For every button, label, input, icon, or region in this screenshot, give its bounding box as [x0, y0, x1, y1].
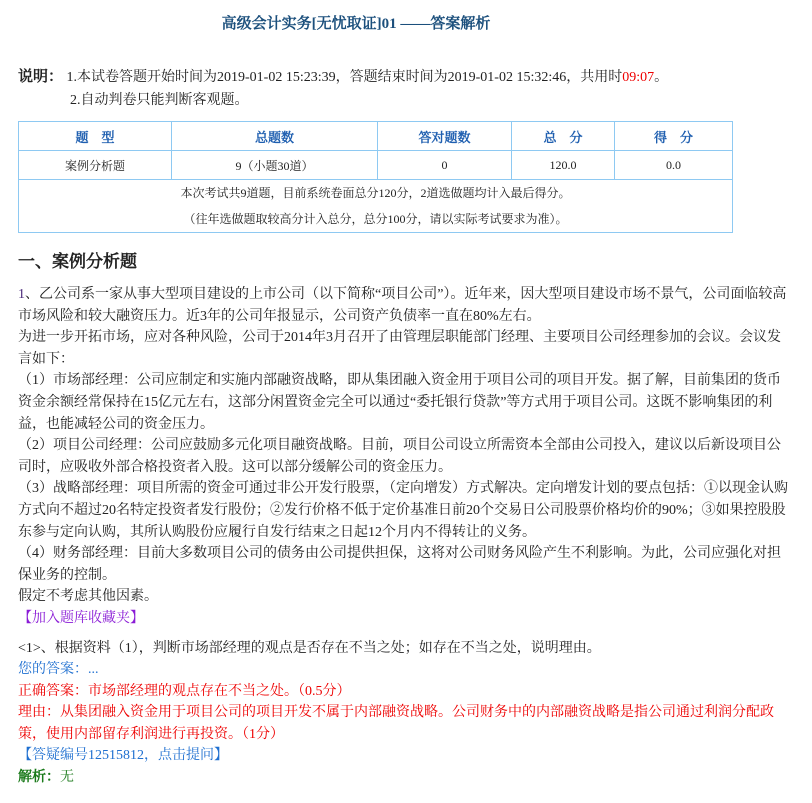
question-paragraph: （4）财务部经理：目前大多数项目公司的债务由公司提供担保，这将对公司财务风险产生不利影响。为此，公司应强化对担保业务的控制。: [18, 546, 781, 583]
col-correct: 答对题数: [378, 122, 512, 151]
col-score: 得 分: [615, 122, 733, 151]
col-total-questions: 总题数: [172, 122, 378, 151]
question-paragraph: 假定不考虑其他因素。: [18, 589, 158, 605]
footer-note-1: 本次考试共9道题，目前系统卷面总分120分，2道选做题均计入最后得分。: [180, 186, 571, 200]
question-number: 1: [18, 287, 25, 302]
cell-total-questions: 9（小题30道）: [172, 151, 378, 180]
question-paragraph: 为进一步开拓市场，应对各种风险，公司于2014年3月召开了由管理层职能部门经理、主要项目公司经理参加的会议。会议发言如下：: [18, 330, 781, 367]
footer-note-2: （往年选做题取较高分计入总分，总分100分，请以实际考试要求为准）。: [183, 212, 568, 226]
table-footer-row: [19, 180, 733, 233]
your-answer-label: 您的答案：: [18, 662, 88, 678]
question-paragraph: 、乙公司系一家从事大型项目建设的上市公司（以下简称“项目公司”）。近年来，因大型项目建设市场不景气，公司面临较高市场风险和较大融资压力。近3年的公司年报显示，公司资产负债率一直在80%左右。: [18, 287, 787, 324]
notes-line-2: 2.自动判卷只能判断客观题。: [70, 93, 249, 108]
question-body: [18, 284, 790, 789]
question-paragraph: （1）市场部经理：公司应制定和实施内部融资战略，即从集团融入资金用于项目公司的项目开发。据了解，目前集团的货币资金余额经常保持在15亿元左右，这部分闲置资金完全可以通过“委托银行贷款”等方式用于项目公司。这既不影响集团的利益，也能减轻公司的资金压力。: [18, 373, 781, 432]
duration: 09:07: [622, 70, 655, 85]
cell-type: 案例分析题: [19, 151, 172, 180]
notes-line-1-end: 。: [654, 70, 669, 85]
your-answer: ...: [88, 662, 99, 678]
notes-label: 说明：: [18, 69, 64, 85]
cell-total-score: 120.0: [512, 151, 615, 180]
correct-answer: 正确答案：市场部经理的观点存在不当之处。（0.5分）: [18, 683, 351, 699]
cell-correct: 0: [378, 151, 512, 180]
question-paragraph: （2）项目公司经理：公司应鼓励多元化项目融资战略。目前，项目公司设立所需资本全部由公司投入，建议以后新设项目公司时，应吸收外部合格投资者入股。这可以部分缓解公司的资金压力。: [18, 438, 781, 475]
col-total-score: 总 分: [512, 122, 615, 151]
analysis-label: 解析：: [18, 770, 60, 786]
notes-line-1: 1.本试卷答题开始时间为2019-01-02 15:23:39，答题结束时间为2019-01-02 15:32:46，共用时: [66, 70, 623, 85]
add-to-favorites-link[interactable]: 【加入题库收藏夹】: [18, 610, 144, 626]
col-type: 题 型: [19, 122, 172, 151]
score-summary-table: [18, 121, 733, 233]
ask-question-link[interactable]: 【答疑编号12515812，点击提问】: [18, 748, 228, 764]
cell-score: 0.0: [615, 151, 733, 180]
answer-reason: 理由：从集团融入资金用于项目公司的项目开发不属于内部融资战略。公司财务中的内部融资战略是指公司通过利润分配政策，使用内部留存利润进行再投资。（1分）: [18, 705, 774, 742]
question-paragraph: （3）战略部经理：项目所需的资金可通过非公开发行股票，（定向增发）方式解决。定向增发计划的要点包括：①以现金认购方式向不超过20名特定投资者发行股份；②发行价格不低于定价基准日前20个交易日公司股票价格均价的90%；③如果控股股东参与定向认购，其所认购股份应履行自发行结束之日起12个月内不得转让的义务。: [18, 481, 788, 540]
table-row: [19, 151, 733, 180]
analysis-text: 无: [60, 770, 74, 786]
section-title: 一、案例分析题: [18, 252, 137, 271]
subquestion-text: <1>、根据资料（1），判断市场部经理的观点是否存在不当之处；如存在不当之处，说明理由。: [18, 640, 601, 656]
table-header-row: [19, 122, 733, 151]
page-title: 高级会计实务[无忧取证]01 ——答案解析: [221, 16, 491, 32]
exam-notes: [18, 66, 668, 112]
